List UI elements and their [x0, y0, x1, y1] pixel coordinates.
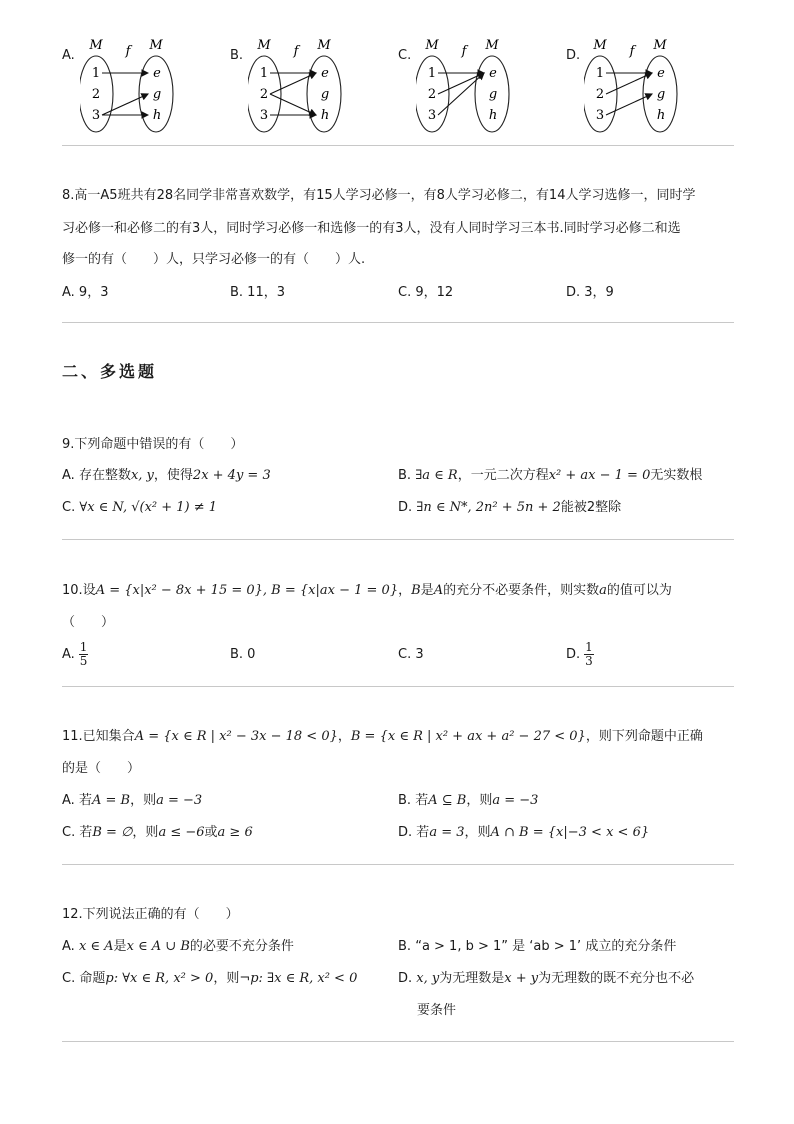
q9-option-c[interactable]	[62, 500, 217, 516]
option-text: ，则	[130, 793, 157, 808]
option-label: B.	[398, 793, 412, 808]
math: ∀x ∈ N, √(x² + 1) ≠ 1	[79, 500, 218, 515]
set-label: M	[425, 38, 439, 53]
q10-option-d[interactable]	[566, 640, 594, 670]
stem-text: ，	[398, 583, 412, 598]
math: ∃a ∈ R	[415, 468, 458, 483]
divider	[62, 539, 734, 540]
option-label: D.	[398, 825, 413, 840]
option-text: ，则	[464, 825, 491, 840]
domain-element: 2	[259, 87, 269, 102]
set-label: M	[653, 38, 667, 53]
q8-option-d[interactable]: D. 3，9	[566, 285, 614, 300]
domain-element: 3	[595, 108, 605, 123]
mapping-arrow	[270, 94, 316, 115]
set-label: M	[317, 38, 331, 53]
domain-element: 1	[259, 66, 269, 81]
domain-element: 3	[259, 108, 269, 123]
set-label: M	[89, 38, 103, 53]
q8-option-b[interactable]: B. 11，3	[230, 285, 285, 300]
stem-text: 的充分不必要条件，则实数	[443, 583, 600, 598]
option-label: B.	[398, 468, 412, 483]
q12-option-b[interactable]	[398, 939, 676, 955]
math: A	[433, 583, 444, 598]
set-label: M	[149, 38, 163, 53]
domain-element: 1	[91, 66, 101, 81]
divider	[62, 322, 734, 323]
q9-option-a[interactable]	[62, 468, 271, 484]
math: x ∈ A ∪ B	[126, 939, 190, 954]
divider	[62, 145, 734, 146]
q11-option-b[interactable]	[398, 793, 538, 809]
codomain-element: g	[320, 87, 330, 102]
numerator: 1	[585, 640, 593, 654]
codomain-element: h	[656, 108, 666, 123]
numerator: 1	[79, 640, 88, 654]
divider	[62, 864, 734, 865]
codomain-element: g	[488, 87, 498, 102]
mapping-arrow	[270, 73, 316, 94]
q10-stem-line-2: （ ）	[62, 615, 115, 630]
q8-option-c[interactable]: C. 9，12	[398, 285, 454, 300]
stem-text: ，	[337, 729, 351, 744]
domain-element: 2	[91, 87, 101, 102]
option-text: ，使得	[153, 468, 193, 483]
function-label: f	[293, 44, 299, 59]
domain-element: 2	[427, 87, 437, 102]
q8-line-2: 习必修一和必修二的有3人，同时学习必修一和选修一的有3人，没有人同时学习三本书.同时学习必修二和选	[62, 221, 681, 236]
option-text: 为无理数的既不充分也不必	[538, 971, 695, 986]
math: x, y	[416, 971, 440, 986]
q11-stem-line-2: 的是（ ）	[62, 761, 141, 776]
option-label: C.	[62, 500, 76, 515]
domain-element: 1	[427, 66, 437, 81]
math: A ⊆ B	[428, 793, 467, 808]
mapping-diagram	[80, 36, 210, 136]
option-label: A.	[62, 793, 75, 808]
option-label: C.	[398, 48, 412, 63]
divider	[62, 1041, 734, 1042]
option-text: “a > 1, b > 1” 是 ‘ab > 1’ 成立的充分条件	[415, 939, 677, 954]
q9-stem: 9.下列命题中错误的有（ ）	[62, 437, 244, 452]
option-label: D.	[566, 48, 581, 63]
option-label: A.	[62, 468, 75, 483]
option-label: D.	[398, 500, 413, 515]
math: x ∈ A	[78, 939, 114, 954]
divider	[62, 686, 734, 687]
q11-option-c[interactable]	[62, 825, 253, 841]
math: A = {x ∈ R | x² − 3x − 18 < 0}	[134, 729, 338, 744]
domain-element: 3	[427, 108, 437, 123]
stem-text: 是	[420, 583, 434, 598]
function-label: f	[629, 44, 635, 59]
math: B	[411, 583, 421, 598]
codomain-element: e	[321, 66, 329, 81]
math: A ∩ B = {x|−3 < x < 6}	[490, 825, 650, 840]
fraction	[79, 641, 89, 668]
q8-line-3: 修一的有（ ）人，只学习必修一的有（ ）人.	[62, 252, 366, 267]
option-label: D.	[566, 647, 581, 662]
q8-line-1: 8.高一A5班共有28名同学非常喜欢数学，有15人学习必修一，有8人学习必修二，有14人学习选修一，同时学	[62, 188, 696, 203]
codomain-element: h	[320, 108, 330, 123]
q11-option-d[interactable]	[398, 825, 649, 841]
option-text: 无实数根	[650, 468, 703, 483]
option-text: 若	[416, 825, 430, 840]
q9-option-b[interactable]	[398, 468, 702, 484]
q10-option-a[interactable]	[62, 640, 88, 670]
option-text: 为无理数是	[439, 971, 505, 986]
math: A = {x|x² − 8x + 15 = 0}, B = {x|ax − 1 = 0}	[95, 583, 399, 598]
math: ∃n ∈ N*, 2n² + 5n + 2	[416, 500, 561, 515]
option-text: 若	[415, 793, 429, 808]
mapping-diagram	[416, 36, 546, 136]
option-label: A.	[62, 939, 75, 954]
option-b[interactable]	[230, 36, 380, 136]
domain-element: 2	[595, 87, 605, 102]
math: 2x + 4y = 3	[192, 468, 271, 483]
stem-text: ，则下列命题中正确	[585, 729, 703, 744]
option-text: 能被2整除	[560, 500, 622, 515]
option-text: 的必要不充分条件	[189, 939, 294, 954]
option-label: A.	[62, 647, 75, 662]
math: A = B	[91, 793, 131, 808]
math: a = −3	[492, 793, 539, 808]
q10-option-c[interactable]: C. 3	[398, 647, 424, 662]
codomain-element: g	[656, 87, 666, 102]
codomain-element: g	[152, 87, 162, 102]
option-c[interactable]	[398, 36, 548, 136]
q9-option-d[interactable]	[398, 500, 621, 516]
math: ¬p: ∃x ∈ R, x² < 0	[239, 971, 358, 986]
codomain-element: h	[152, 108, 162, 123]
denominator: 3	[585, 654, 593, 668]
option-text: ，则	[213, 971, 240, 986]
set-label: M	[485, 38, 499, 53]
codomain-element: h	[488, 108, 498, 123]
option-text: 存在整数	[78, 468, 131, 483]
set-label: M	[257, 38, 271, 53]
option-text: 是	[113, 939, 127, 954]
denominator: 5	[79, 654, 88, 668]
fraction	[584, 641, 594, 668]
q8-option-a[interactable]: A. 9，3	[62, 285, 109, 300]
function-label: f	[125, 44, 131, 59]
option-text: 若	[78, 793, 92, 808]
math: a = 3	[429, 825, 465, 840]
math: x + y	[504, 971, 539, 986]
set-label: M	[593, 38, 607, 53]
codomain-element: e	[657, 66, 665, 81]
math: B = {x ∈ R | x² + ax + a² − 27 < 0}	[350, 729, 586, 744]
q12-option-d[interactable]	[398, 971, 694, 987]
option-a[interactable]	[62, 36, 212, 136]
mapping-arrow	[438, 73, 484, 115]
q11-option-a[interactable]	[62, 793, 202, 809]
q12-option-d-line-2: 要条件	[417, 1003, 457, 1018]
q11-stem	[62, 729, 703, 745]
option-d[interactable]	[566, 36, 716, 136]
mapping-arrow	[438, 73, 484, 94]
option-text: ，一元二次方程	[457, 468, 549, 483]
math: p: ∀x ∈ R, x² > 0	[105, 971, 214, 986]
option-text: 若	[79, 825, 93, 840]
section-title: 二、多选题	[62, 362, 158, 381]
codomain-element: e	[153, 66, 161, 81]
mapping-diagram	[248, 36, 378, 136]
option-text: ，则	[466, 793, 493, 808]
option-label: D.	[398, 971, 413, 986]
function-label: f	[461, 44, 467, 59]
domain-element: 3	[91, 108, 101, 123]
q12-stem: 12.下列说法正确的有（ ）	[62, 907, 239, 922]
q12-option-c[interactable]	[62, 971, 357, 987]
option-label: B.	[230, 48, 244, 63]
option-text: 命题	[79, 971, 106, 986]
stem-text: 的值可以为	[606, 583, 672, 598]
math: a ≥ 6	[217, 825, 253, 840]
math: B = ∅	[92, 825, 133, 840]
math: a	[599, 583, 607, 598]
math: x² + ax − 1 = 0	[548, 468, 651, 483]
math: x, y	[130, 468, 154, 483]
q12-option-a[interactable]	[62, 939, 294, 955]
option-label: C.	[62, 825, 76, 840]
mapping-arrow	[606, 73, 652, 94]
q10-stem	[62, 583, 672, 599]
option-label: A.	[62, 48, 75, 63]
option-label: C.	[62, 971, 76, 986]
option-text: 或	[204, 825, 218, 840]
domain-element: 1	[595, 66, 605, 81]
mapping-diagram	[584, 36, 714, 136]
option-label: B.	[398, 939, 412, 954]
q10-option-b[interactable]: B. 0	[230, 647, 256, 662]
stem-text: 11.已知集合	[62, 729, 135, 744]
math: a = −3	[156, 793, 203, 808]
codomain-element: e	[489, 66, 497, 81]
option-text: ，则	[132, 825, 159, 840]
stem-text: 10.设	[62, 583, 96, 598]
math: a ≤ −6	[158, 825, 205, 840]
